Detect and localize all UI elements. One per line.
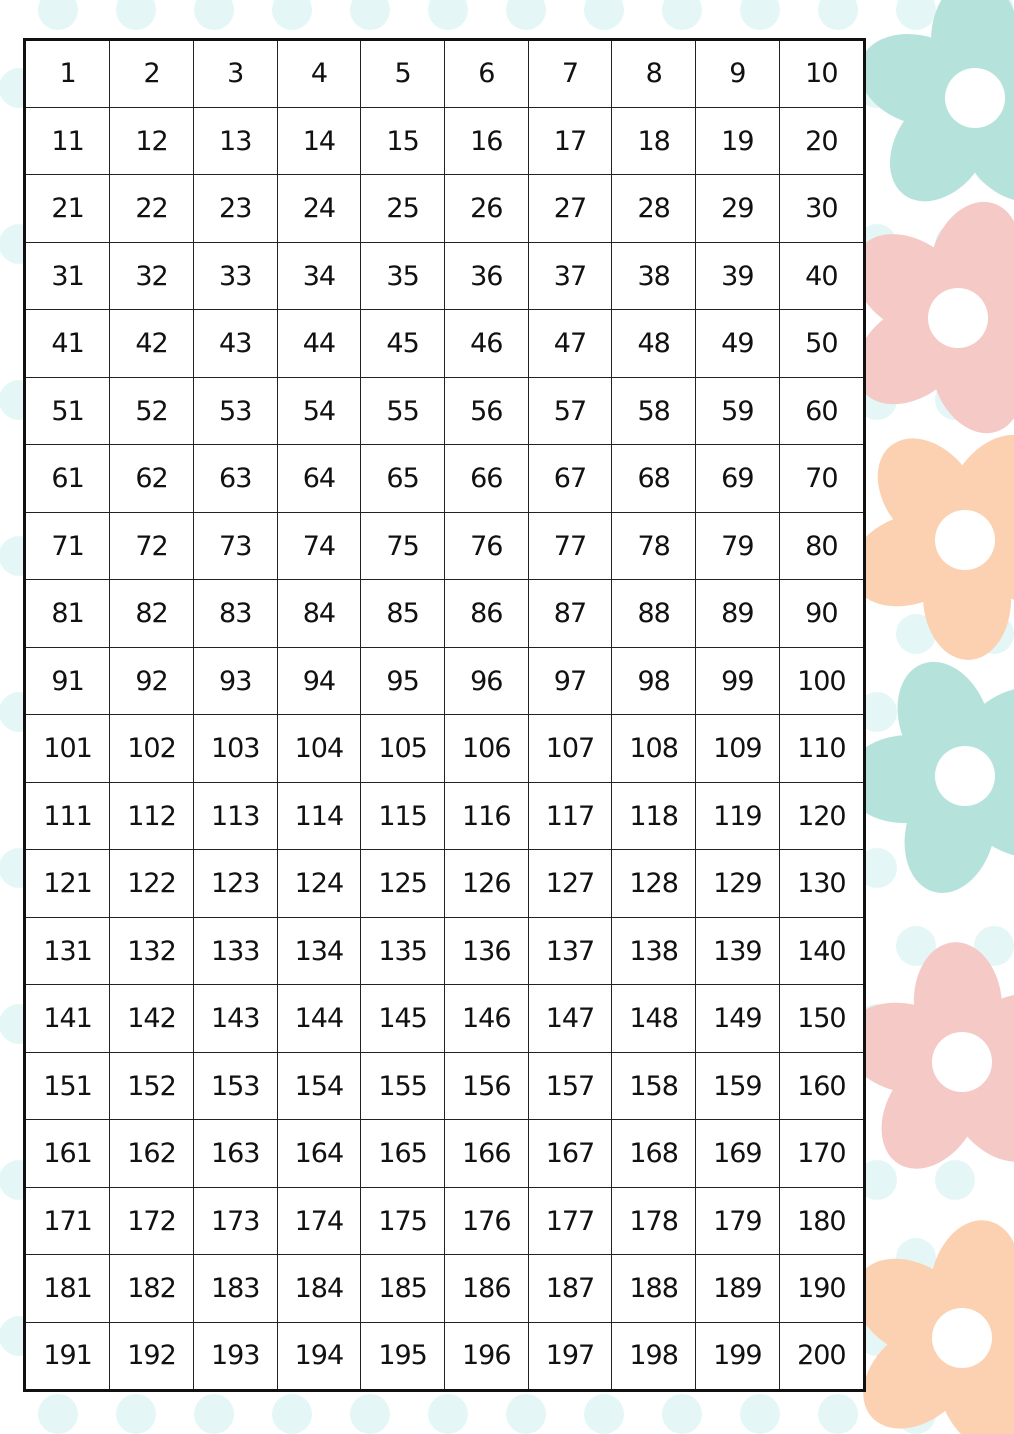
- number-cell: 22: [110, 175, 194, 243]
- number-cell: 67: [528, 445, 612, 513]
- number-cell: 52: [110, 377, 194, 445]
- number-cell: 14: [277, 107, 361, 175]
- number-cell: 79: [696, 512, 780, 580]
- grid-row: [26, 310, 863, 378]
- number-cell: 44: [277, 310, 361, 378]
- number-cell: 107: [528, 715, 612, 783]
- number-cell: 11: [26, 107, 110, 175]
- number-cell: 128: [612, 850, 696, 918]
- number-cell: 191: [26, 1322, 110, 1389]
- grid-row: [26, 1322, 863, 1389]
- number-cell: 159: [696, 1052, 780, 1120]
- polka-dot: [116, 0, 156, 30]
- number-cell: 60: [779, 377, 863, 445]
- number-cell: 71: [26, 512, 110, 580]
- number-cell: 157: [528, 1052, 612, 1120]
- number-cell: 195: [361, 1322, 445, 1389]
- number-cell: 69: [696, 445, 780, 513]
- number-cell: 130: [779, 850, 863, 918]
- polka-dot: [428, 1394, 468, 1434]
- number-cell: 3: [193, 41, 277, 107]
- number-cell: 194: [277, 1322, 361, 1389]
- number-cell: 144: [277, 985, 361, 1053]
- number-cell: 117: [528, 782, 612, 850]
- number-cell: 48: [612, 310, 696, 378]
- number-cell: 112: [110, 782, 194, 850]
- number-cell: 61: [26, 445, 110, 513]
- number-cell: 175: [361, 1187, 445, 1255]
- number-cell: 136: [444, 917, 528, 985]
- number-cell: 124: [277, 850, 361, 918]
- number-cell: 131: [26, 917, 110, 985]
- number-cell: 35: [361, 242, 445, 310]
- grid-row: [26, 917, 863, 985]
- number-cell: 42: [110, 310, 194, 378]
- number-cell: 135: [361, 917, 445, 985]
- number-cell: 133: [193, 917, 277, 985]
- number-cell: 81: [26, 580, 110, 648]
- number-cell: 181: [26, 1255, 110, 1323]
- number-cell: 119: [696, 782, 780, 850]
- number-cell: 116: [444, 782, 528, 850]
- number-cell: 53: [193, 377, 277, 445]
- number-cell: 185: [361, 1255, 445, 1323]
- number-grid: [26, 41, 863, 1389]
- number-cell: 142: [110, 985, 194, 1053]
- number-cell: 28: [612, 175, 696, 243]
- number-cell: 72: [110, 512, 194, 580]
- number-cell: 80: [779, 512, 863, 580]
- number-cell: 75: [361, 512, 445, 580]
- number-cell: 186: [444, 1255, 528, 1323]
- number-cell: 24: [277, 175, 361, 243]
- number-cell: 23: [193, 175, 277, 243]
- number-cell: 95: [361, 647, 445, 715]
- number-cell: 141: [26, 985, 110, 1053]
- number-cell: 129: [696, 850, 780, 918]
- grid-row: [26, 647, 863, 715]
- number-cell: 50: [779, 310, 863, 378]
- number-cell: 65: [361, 445, 445, 513]
- number-cell: 165: [361, 1120, 445, 1188]
- polka-dot: [662, 1394, 702, 1434]
- grid-row: [26, 850, 863, 918]
- number-cell: 6: [444, 41, 528, 107]
- number-cell: 156: [444, 1052, 528, 1120]
- polka-dot: [194, 0, 234, 30]
- number-cell: 182: [110, 1255, 194, 1323]
- number-cell: 97: [528, 647, 612, 715]
- number-cell: 199: [696, 1322, 780, 1389]
- polka-dot: [584, 1394, 624, 1434]
- number-cell: 45: [361, 310, 445, 378]
- number-cell: 108: [612, 715, 696, 783]
- number-cell: 36: [444, 242, 528, 310]
- number-cell: 171: [26, 1187, 110, 1255]
- number-cell: 19: [696, 107, 780, 175]
- number-cell: 110: [779, 715, 863, 783]
- number-cell: 90: [779, 580, 863, 648]
- number-cell: 39: [696, 242, 780, 310]
- number-cell: 100: [779, 647, 863, 715]
- number-cell: 118: [612, 782, 696, 850]
- number-cell: 4: [277, 41, 361, 107]
- number-cell: 197: [528, 1322, 612, 1389]
- number-cell: 47: [528, 310, 612, 378]
- number-cell: 26: [444, 175, 528, 243]
- number-cell: 125: [361, 850, 445, 918]
- polka-dot: [818, 0, 858, 30]
- number-cell: 74: [277, 512, 361, 580]
- number-cell: 152: [110, 1052, 194, 1120]
- number-cell: 56: [444, 377, 528, 445]
- number-cell: 153: [193, 1052, 277, 1120]
- number-cell: 13: [193, 107, 277, 175]
- number-cell: 155: [361, 1052, 445, 1120]
- number-cell: 58: [612, 377, 696, 445]
- number-cell: 99: [696, 647, 780, 715]
- number-cell: 139: [696, 917, 780, 985]
- number-cell: 37: [528, 242, 612, 310]
- number-cell: 93: [193, 647, 277, 715]
- number-cell: 51: [26, 377, 110, 445]
- number-cell: 147: [528, 985, 612, 1053]
- number-cell: 16: [444, 107, 528, 175]
- number-cell: 46: [444, 310, 528, 378]
- number-cell: 86: [444, 580, 528, 648]
- grid-row: [26, 175, 863, 243]
- number-cell: 158: [612, 1052, 696, 1120]
- number-cell: 178: [612, 1187, 696, 1255]
- number-cell: 88: [612, 580, 696, 648]
- number-cell: 183: [193, 1255, 277, 1323]
- number-cell: 123: [193, 850, 277, 918]
- number-cell: 166: [444, 1120, 528, 1188]
- number-cell: 138: [612, 917, 696, 985]
- number-cell: 77: [528, 512, 612, 580]
- polka-dot: [428, 0, 468, 30]
- number-cell: 30: [779, 175, 863, 243]
- polka-dot: [662, 0, 702, 30]
- number-cell: 40: [779, 242, 863, 310]
- number-cell: 18: [612, 107, 696, 175]
- number-cell: 179: [696, 1187, 780, 1255]
- number-cell: 1: [26, 41, 110, 107]
- number-cell: 5: [361, 41, 445, 107]
- number-cell: 55: [361, 377, 445, 445]
- number-cell: 196: [444, 1322, 528, 1389]
- number-cell: 31: [26, 242, 110, 310]
- grid-row: [26, 1255, 863, 1323]
- polka-dot: [896, 0, 936, 30]
- number-cell: 174: [277, 1187, 361, 1255]
- number-cell: 8: [612, 41, 696, 107]
- number-cell: 200: [779, 1322, 863, 1389]
- number-cell: 66: [444, 445, 528, 513]
- number-cell: 150: [779, 985, 863, 1053]
- polka-dot: [740, 0, 780, 30]
- hundreds-chart: [23, 38, 866, 1392]
- number-cell: 98: [612, 647, 696, 715]
- number-cell: 17: [528, 107, 612, 175]
- polka-dot: [506, 1394, 546, 1434]
- number-cell: 188: [612, 1255, 696, 1323]
- polka-dot: [350, 0, 390, 30]
- number-cell: 193: [193, 1322, 277, 1389]
- number-cell: 96: [444, 647, 528, 715]
- number-cell: 104: [277, 715, 361, 783]
- number-cell: 87: [528, 580, 612, 648]
- number-cell: 190: [779, 1255, 863, 1323]
- number-cell: 113: [193, 782, 277, 850]
- number-cell: 25: [361, 175, 445, 243]
- number-cell: 43: [193, 310, 277, 378]
- number-cell: 162: [110, 1120, 194, 1188]
- grid-row: [26, 107, 863, 175]
- number-cell: 2: [110, 41, 194, 107]
- number-cell: 169: [696, 1120, 780, 1188]
- number-cell: 38: [612, 242, 696, 310]
- number-cell: 103: [193, 715, 277, 783]
- number-cell: 161: [26, 1120, 110, 1188]
- polka-dot: [506, 0, 546, 30]
- polka-dot: [272, 1394, 312, 1434]
- number-cell: 177: [528, 1187, 612, 1255]
- polka-dot: [38, 0, 78, 30]
- number-cell: 189: [696, 1255, 780, 1323]
- grid-row: [26, 1120, 863, 1188]
- number-cell: 101: [26, 715, 110, 783]
- number-cell: 160: [779, 1052, 863, 1120]
- grid-row: [26, 1187, 863, 1255]
- grid-row: [26, 41, 863, 107]
- number-cell: 146: [444, 985, 528, 1053]
- number-cell: 163: [193, 1120, 277, 1188]
- number-cell: 68: [612, 445, 696, 513]
- number-cell: 21: [26, 175, 110, 243]
- number-cell: 145: [361, 985, 445, 1053]
- grid-row: [26, 445, 863, 513]
- grid-row: [26, 782, 863, 850]
- number-cell: 82: [110, 580, 194, 648]
- number-cell: 102: [110, 715, 194, 783]
- number-cell: 34: [277, 242, 361, 310]
- polka-dot: [584, 0, 624, 30]
- number-cell: 54: [277, 377, 361, 445]
- number-cell: 27: [528, 175, 612, 243]
- number-cell: 91: [26, 647, 110, 715]
- polka-dot: [740, 1394, 780, 1434]
- number-cell: 89: [696, 580, 780, 648]
- grid-row: [26, 580, 863, 648]
- number-cell: 105: [361, 715, 445, 783]
- number-cell: 33: [193, 242, 277, 310]
- number-cell: 32: [110, 242, 194, 310]
- number-cell: 120: [779, 782, 863, 850]
- number-cell: 143: [193, 985, 277, 1053]
- number-cell: 111: [26, 782, 110, 850]
- number-cell: 180: [779, 1187, 863, 1255]
- number-cell: 94: [277, 647, 361, 715]
- number-cell: 154: [277, 1052, 361, 1120]
- polka-dot: [935, 1160, 975, 1200]
- number-cell: 127: [528, 850, 612, 918]
- number-cell: 70: [779, 445, 863, 513]
- number-cell: 15: [361, 107, 445, 175]
- grid-row: [26, 377, 863, 445]
- grid-row: [26, 512, 863, 580]
- grid-row: [26, 1052, 863, 1120]
- number-cell: 115: [361, 782, 445, 850]
- number-cell: 114: [277, 782, 361, 850]
- polka-dot: [272, 0, 312, 30]
- number-cell: 62: [110, 445, 194, 513]
- number-cell: 92: [110, 647, 194, 715]
- number-cell: 84: [277, 580, 361, 648]
- number-cell: 29: [696, 175, 780, 243]
- number-cell: 137: [528, 917, 612, 985]
- number-cell: 134: [277, 917, 361, 985]
- number-cell: 184: [277, 1255, 361, 1323]
- number-cell: 126: [444, 850, 528, 918]
- number-cell: 176: [444, 1187, 528, 1255]
- number-cell: 49: [696, 310, 780, 378]
- number-cell: 187: [528, 1255, 612, 1323]
- number-cell: 170: [779, 1120, 863, 1188]
- number-cell: 148: [612, 985, 696, 1053]
- number-cell: 9: [696, 41, 780, 107]
- number-cell: 140: [779, 917, 863, 985]
- number-cell: 64: [277, 445, 361, 513]
- polka-dot: [116, 1394, 156, 1434]
- polka-dot: [38, 1394, 78, 1434]
- number-cell: 172: [110, 1187, 194, 1255]
- number-cell: 109: [696, 715, 780, 783]
- number-cell: 132: [110, 917, 194, 985]
- number-cell: 151: [26, 1052, 110, 1120]
- grid-row: [26, 242, 863, 310]
- number-cell: 12: [110, 107, 194, 175]
- number-cell: 83: [193, 580, 277, 648]
- number-cell: 78: [612, 512, 696, 580]
- polka-dot: [194, 1394, 234, 1434]
- number-cell: 168: [612, 1120, 696, 1188]
- grid-row: [26, 985, 863, 1053]
- number-cell: 198: [612, 1322, 696, 1389]
- number-cell: 122: [110, 850, 194, 918]
- number-cell: 7: [528, 41, 612, 107]
- number-cell: 164: [277, 1120, 361, 1188]
- number-cell: 57: [528, 377, 612, 445]
- number-cell: 20: [779, 107, 863, 175]
- number-cell: 173: [193, 1187, 277, 1255]
- number-cell: 59: [696, 377, 780, 445]
- grid-row: [26, 715, 863, 783]
- number-cell: 167: [528, 1120, 612, 1188]
- number-cell: 149: [696, 985, 780, 1053]
- number-cell: 76: [444, 512, 528, 580]
- flower-icon: [847, 0, 1014, 221]
- number-cell: 121: [26, 850, 110, 918]
- number-cell: 192: [110, 1322, 194, 1389]
- number-cell: 73: [193, 512, 277, 580]
- number-cell: 85: [361, 580, 445, 648]
- number-cell: 10: [779, 41, 863, 107]
- polka-dot: [350, 1394, 390, 1434]
- polka-dot: [818, 1394, 858, 1434]
- number-cell: 41: [26, 310, 110, 378]
- number-cell: 63: [193, 445, 277, 513]
- number-cell: 106: [444, 715, 528, 783]
